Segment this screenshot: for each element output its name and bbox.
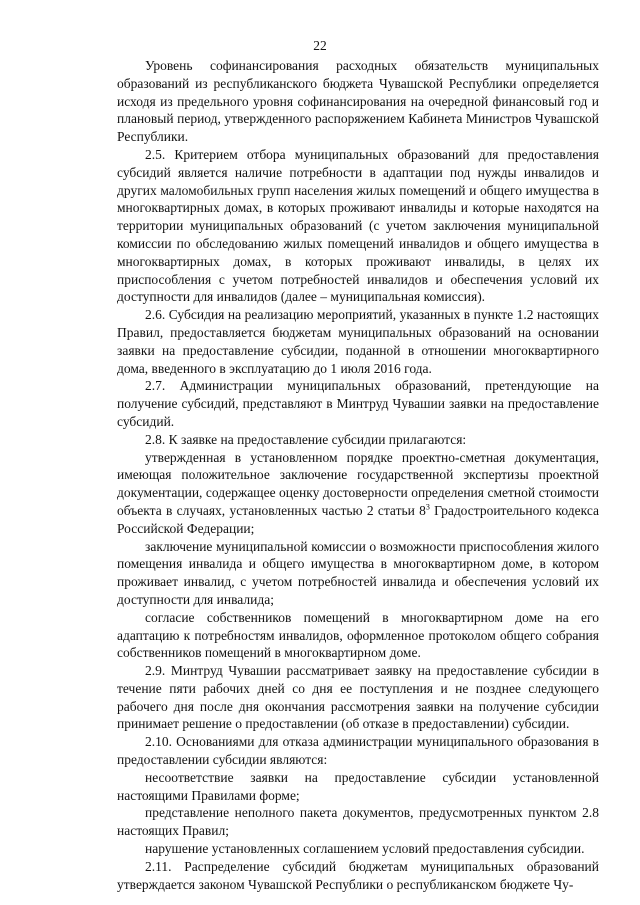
superscript-article-number: 3 (425, 502, 430, 512)
list-item-text-tail: Градостроительного кодекса Российской Федерации; (117, 502, 599, 536)
paragraph-2-9: 2.9. Минтруд Чувашии рассматривает заявку на предоставление субсидии в течение пяти рабочих дней со дня ее поступления и не позднее следующего рабочего дня после дня окончания рассмотрения заявки на получение субсидии принимает решение о предоставлении (об отказе в предоставлении) субсидии. (117, 663, 599, 732)
document-body (117, 57, 599, 893)
list-item-incomplete-package: представление неполного пакета документов, предусмотренных пунктом 2.8 настоящих Правил; (117, 805, 599, 839)
paragraph-2-5: 2.5. Критерием отбора муниципальных образований для предоставления субсидий является наличие потребности в адаптации под нужды инвалидов и других маломобильных групп населения жилых помещений и общего имущества в многоквартирных домах, в которых проживают инвалиды и которые находятся на территории муниципальных образований (с учетом заключения муниципальной комиссии по обследованию жилых помещений инвалидов и общего имущества в многоквартирных домах, в которых проживают инвалиды, в целях их приспособления с учетом потребностей инвалидов и обеспечения условий их доступности для инвалидов (далее – муниципальная комиссия). (117, 146, 599, 305)
paragraph-2-11: 2.11. Распределение субсидий бюджетам муниципальных образований утверждается законом Чувашской Республики о республиканском бюджете Чу- (117, 858, 599, 892)
page-number: 22 (313, 38, 327, 53)
paragraph-cofinancing-level: Уровень софинансирования расходных обязательств муниципальных образований из республиканского бюджета Чувашской Республики определяется исходя из предельного уровня софинансирования на очередной финансовый год и плановый период, утвержденного распоряжением Кабинета Министров Чувашской Республики. (117, 58, 599, 145)
paragraph-2-10: 2.10. Основаниями для отказа администрации муниципального образования в предоставлении субсидии являются: (117, 734, 599, 768)
paragraph-2-6: 2.6. Субсидия на реализацию мероприятий, указанных в пункте 1.2 настоящих Правил, предоставляется бюджетам муниципальных образований на основании заявки на предоставление субсидии, поданной в отношении многоквартирного дома, введенного в эксплуатацию до 1 июля 2016 года. (117, 307, 599, 376)
list-item-owners-consent: согласие собственников помещений в многоквартирном доме на его адаптацию к потребностям инвалидов, оформленное протоколом общего собрания собственников помещений в многоквартирном доме. (117, 609, 599, 661)
list-item-conditions-violation: нарушение установленных соглашением условий предоставления субсидии. (145, 841, 585, 857)
list-item-commission-conclusion: заключение муниципальной комиссии о возможности приспособления жилого помещения инвалида и общего имущества в многоквартирном доме, в котором проживает инвалид, с учетом потребностей инвалида и обеспечения условий их доступности для инвалида; (117, 538, 599, 607)
list-item-text: утвержденная в установленном порядке проектно-сметная документация, имеющая положительное заключение государственной экспертизы проектной документации, содержащее оценку достоверности определения сметной стоимости объекта в случаях, установленных частью 2 статьи 8 (117, 449, 599, 518)
paragraph-2-7: 2.7. Администрации муниципальных образований, претендующие на получение субсидий, представляют в Минтруд Чувашии заявки на предоставление субсидий. (117, 378, 599, 429)
paragraph-2-8: 2.8. К заявке на предоставление субсидии прилагаются: (145, 431, 467, 447)
list-item-form-mismatch: несоответствие заявки на предоставление субсидии установленной настоящими Правилами форме; (117, 769, 599, 803)
list-item-project-documentation (117, 449, 599, 538)
